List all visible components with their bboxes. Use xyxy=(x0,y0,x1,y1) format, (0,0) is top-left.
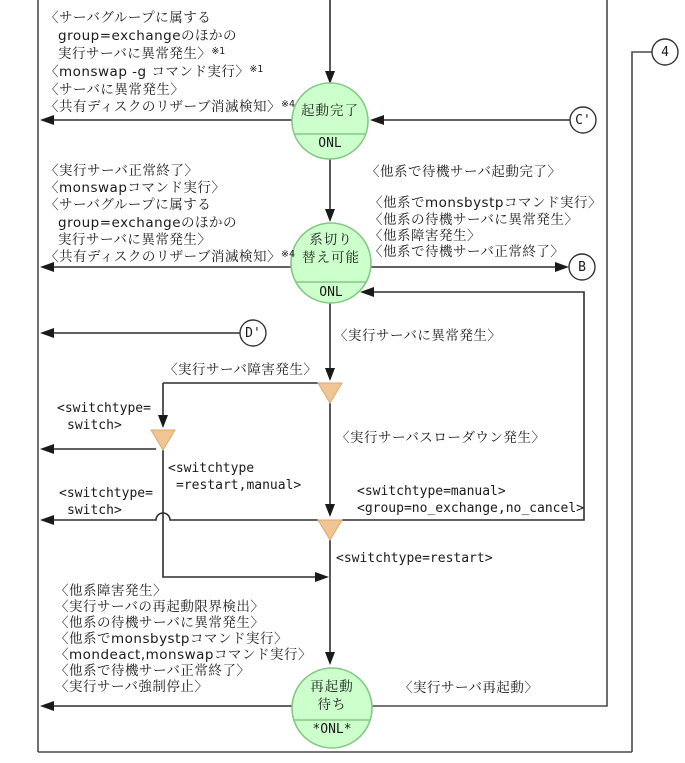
event-line: 〈実行サーバの再起動限界検出〉 xyxy=(55,599,265,615)
condition-line: =restart,manual> xyxy=(176,478,302,493)
event-line: 実行サーバに異常発生〉$^{※1}$ xyxy=(58,46,226,62)
state-restart-wait-status: *ONL* xyxy=(312,722,352,737)
arrow-right-into-b xyxy=(555,262,569,272)
event-slowdown: 〈実行サーバスローダウン発生〉 xyxy=(336,430,546,446)
state-switchable-title-l2: 替え可能 xyxy=(302,250,360,266)
connector-label-b: B xyxy=(578,260,586,275)
footnote-ref: ※1 xyxy=(249,64,264,75)
event-line: 〈他系障害発生〉 xyxy=(55,583,167,599)
event-line: 〈他系の待機サーバに異常発生〉 xyxy=(369,212,579,228)
event-line: group=exchangeのほかの xyxy=(58,28,238,44)
event-line: 〈monswap -g コマンド実行〉$^{※1}$ xyxy=(45,64,264,80)
event-line: 〈実行サーバ正常終了〉 xyxy=(45,163,199,179)
condition-line: <switchtype=manual> xyxy=(357,484,506,499)
condition-line: <switchtype xyxy=(168,461,255,476)
connector-label-4: 4 xyxy=(661,45,669,60)
event-line: 〈他系障害発生〉 xyxy=(369,228,481,244)
event-line: 〈他系で待機サーバ正常終了〉 xyxy=(369,244,565,260)
arrow-into-started-right xyxy=(370,115,384,125)
arrow-left-restart-wait xyxy=(40,701,54,711)
state-restart-wait-title-l2: 待ち xyxy=(317,697,347,713)
label-switchtype-restart: <switchtype=restart> xyxy=(336,551,493,566)
state-restart-wait-title-l1: 再起動 xyxy=(310,679,354,695)
event-line: 〈他系でmonsbystpコマンド実行〉 xyxy=(369,195,602,211)
condition-line: switch> xyxy=(67,418,122,433)
branch-triangle-3 xyxy=(318,520,342,540)
right-return-line xyxy=(372,0,607,706)
arrow-down-into-branch3 xyxy=(325,504,335,517)
condition-line: switch> xyxy=(67,503,122,518)
event-line: group=exchangeのほかの xyxy=(58,215,238,231)
condition-line: <switchtype= xyxy=(57,401,151,416)
arrow-down-into-switchable xyxy=(325,209,335,222)
event-line: 〈他系の待機サーバに異常発生〉 xyxy=(55,615,265,631)
condition-line: <group=no_exchange,no_cancel> xyxy=(357,501,584,516)
event-exec-abnormal: 〈実行サーバに異常発生〉 xyxy=(334,328,502,344)
event-line: 〈サーバグループに属する xyxy=(45,197,212,213)
event-line: 〈他系でmonsbystpコマンド実行〉 xyxy=(55,631,288,647)
event-line: 〈サーバグループに属する xyxy=(45,10,212,26)
event-exec-restart: 〈実行サーバ再起動〉 xyxy=(399,680,539,696)
event-line: 〈monswapコマンド実行〉 xyxy=(45,180,226,196)
connector-label-cprime: C' xyxy=(575,113,591,128)
event-line: 〈他系で待機サーバ正常終了〉 xyxy=(55,663,251,679)
state-switchable-status: ONL xyxy=(319,285,343,300)
arrow-left-started xyxy=(40,115,54,125)
branch-triangle-2 xyxy=(151,430,175,450)
connector4-line xyxy=(632,52,652,752)
condition-line: <switchtype= xyxy=(59,486,153,501)
event-line: 〈mondeact,monswapコマンド実行〉 xyxy=(55,647,313,663)
arrow-down-into-started xyxy=(325,71,335,84)
state-started-title: 起動完了 xyxy=(301,103,359,119)
footnote-ref: ※1 xyxy=(211,46,226,57)
event-exec-failure: 〈実行サーバ障害発生〉 xyxy=(164,362,318,378)
event-line: 〈共有ディスクのリザーブ消滅検知〉$^{※4}$ xyxy=(45,99,295,115)
footnote-ref: ※4 xyxy=(280,99,295,110)
arrow-left-dprime xyxy=(40,328,54,338)
branch-triangle-1 xyxy=(318,383,342,403)
event-standby-started: 〈他系で待機サーバ起動完了〉 xyxy=(366,164,562,180)
arrow-down-into-branch1 xyxy=(325,368,335,381)
footnote-ref: ※4 xyxy=(280,249,295,260)
event-line: 〈サーバに異常発生〉 xyxy=(45,82,185,98)
state-switchable-title-l1: 系切り xyxy=(309,232,353,248)
arrow-right-merge xyxy=(315,572,329,582)
event-line: 〈実行サーバ強制停止〉 xyxy=(55,679,209,695)
connector-label-dprime: D' xyxy=(245,326,261,341)
arrow-down-into-restart-wait xyxy=(325,652,335,665)
event-line: 実行サーバに異常発生〉 xyxy=(58,232,212,248)
arrow-left-switch2 xyxy=(40,515,54,525)
arrow-down-into-branch2 xyxy=(158,415,168,428)
arrow-left-switch1 xyxy=(40,444,54,454)
event-line: 〈共有ディスクのリザーブ消滅検知〉$^{※4}$ xyxy=(45,249,295,265)
state-started-status: ONL xyxy=(318,136,342,151)
